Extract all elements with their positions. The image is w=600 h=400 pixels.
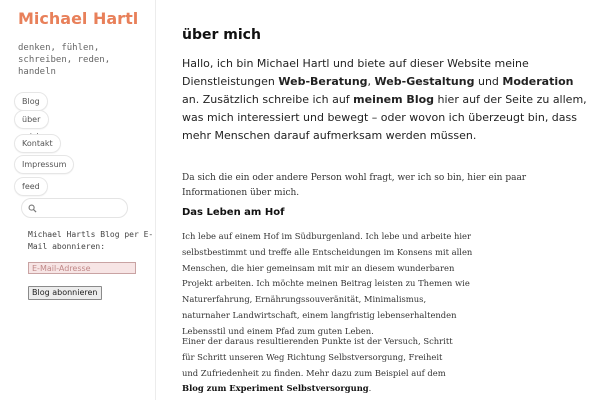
page-title: über mich <box>182 27 261 43</box>
search-input[interactable] <box>40 201 124 215</box>
email-field[interactable] <box>28 262 136 274</box>
intro-text-1: Hallo, ich bin Michael Hartl und biete auf dieser Website meine Dienstleistungen <box>182 57 529 88</box>
paragraph-self-sufficiency-text: Einer der daraus resultierenden Punkte ist der Versuch, Schritt für Schritt unseren Weg Richtung Selbstversorgung, Freiheit und Zufriedenheit zu finden. Mehr dazu zum Beispiel auf dem <box>182 336 453 378</box>
search-icon[interactable] <box>28 204 37 213</box>
nav-link-blog[interactable]: Blog <box>14 92 48 111</box>
site-tagline: denken, fühlen, schreiben, reden, handeln <box>18 43 111 77</box>
nav-item-imprint <box>14 152 74 174</box>
nav-link-imprint[interactable]: Impressum <box>14 155 74 174</box>
link-my-blog[interactable]: meinem Blog <box>353 93 435 106</box>
search-box <box>21 198 128 218</box>
subscribe-button[interactable]: Blog abonnieren <box>28 286 102 300</box>
intro-text-2: , <box>367 75 375 88</box>
site-title[interactable]: Michael Hartl <box>18 9 139 28</box>
link-web-gestaltung[interactable]: Web-Gestaltung <box>374 75 475 88</box>
link-web-beratung[interactable]: Web-Beratung <box>278 75 368 88</box>
intro-paragraph <box>182 55 592 145</box>
nav-link-feed[interactable]: feed <box>14 177 48 196</box>
intro-text-5: hier auf der Seite zu allem, was mich interessiert und bewegt – oder wovon ich überzeugt bin, dass mehr Menschen darauf aufmerksam werden müssen. <box>182 93 587 142</box>
section-heading: Das Leben am Hof <box>182 207 285 218</box>
nav-item-contact <box>14 131 61 153</box>
nav-item-blog <box>14 89 48 111</box>
paragraph-farm-life: Ich lebe auf einem Hof im Südburgenland. Ich lebe und arbeite hier selbstbestimmt und treffe alle Entscheidungen im Konsens mit allen Menschen, die hier gemeinsam mit mir an diesem wunderbaren Projekt arbeiten. Ich möchte meinen Beitrag leisten zu Themen wie Naturerfahrung, Ernährungssouveränität, Minimalismus, naturnaher Landwirtschaft, einem langfristig lebenserhaltenden Lebensstil und einem Pfad zum guten Leben. <box>182 231 473 336</box>
nav-link-about[interactable]: über <box>14 110 49 129</box>
link-moderation[interactable]: Moderation <box>502 75 574 88</box>
sidebar <box>0 0 156 400</box>
paragraph-end: . <box>368 383 372 394</box>
intro-text-3: und <box>474 75 503 88</box>
nav-item-feed <box>14 174 48 196</box>
paragraph-self-sufficiency <box>182 334 457 397</box>
link-experiment-selbstversorgung[interactable]: Blog zum Experiment Selbstversorgung <box>182 383 369 394</box>
nav-link-contact[interactable]: Kontakt <box>14 134 61 153</box>
subscribe-description: Michael Hartls Blog per E-Mail abonnieren: <box>28 230 154 251</box>
intro-text-4: an. Zusätzlich schreibe ich auf <box>182 93 354 106</box>
paragraph-who-am-i: Da sich die ein oder andere Person wohl fragt, wer ich so bin, hier ein paar Informationen über mich. <box>182 173 527 198</box>
